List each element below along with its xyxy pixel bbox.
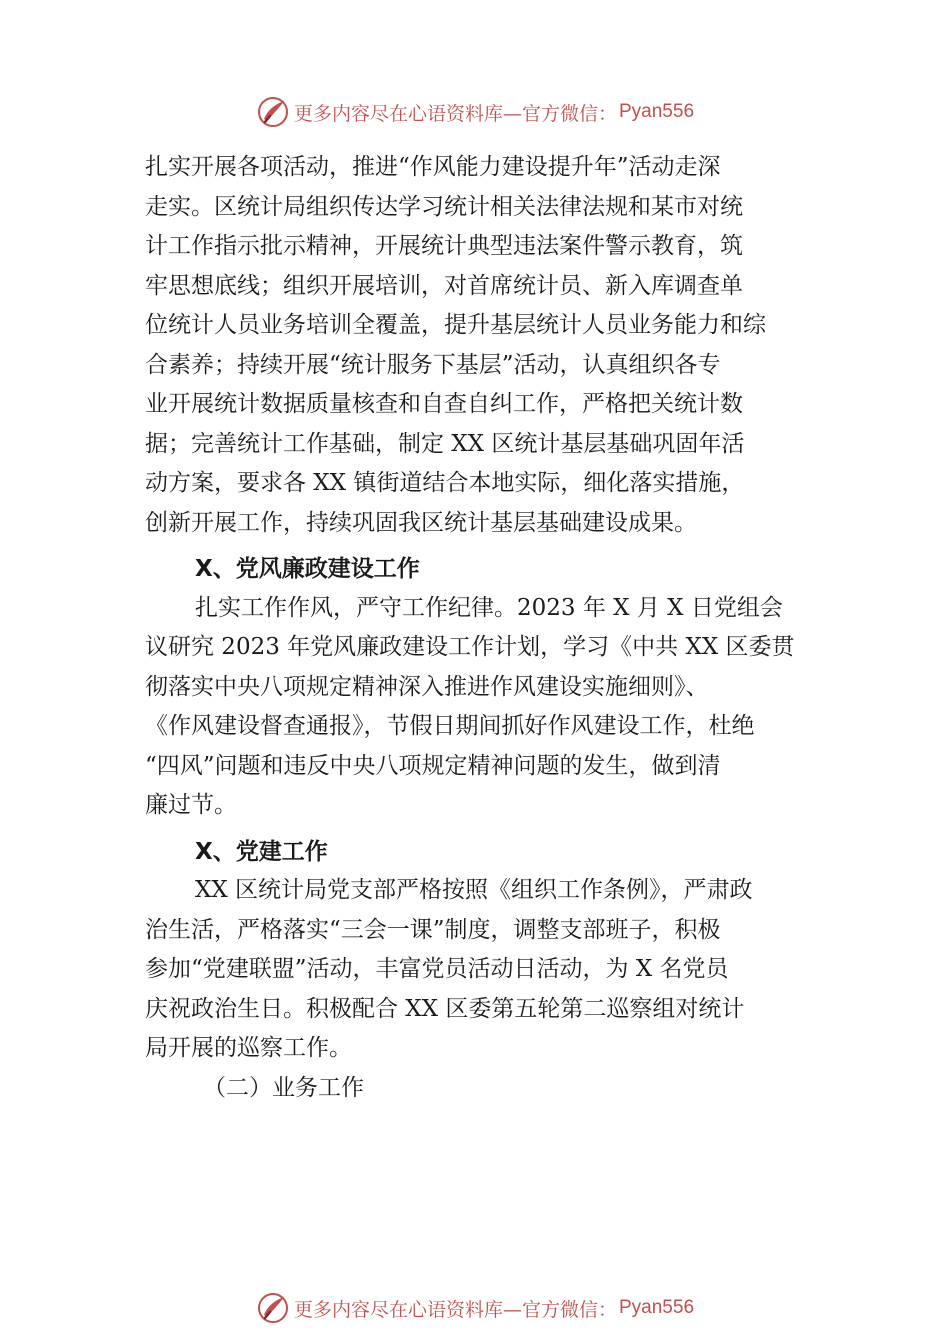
text-line: 动方案，要求各 XX 镇街道结合本地实际，细化落实措施，: [145, 470, 745, 496]
paragraph-party-building: [145, 871, 835, 1069]
section-heading-integrity: X、党风廉政建设工作: [195, 556, 420, 582]
text-line: 庆祝政治生日。积极配合 XX 区委第五轮第二巡察组对统计: [145, 995, 745, 1022]
text-line: 计工作指示批示精神，开展统计典型违法案件警示教育，筑: [145, 233, 743, 259]
brush-logo-icon: [256, 1291, 290, 1325]
text-line: XX 区统计局党支部严格按照《组织工作条例》，严肃政: [195, 877, 753, 903]
text-line: 局开展的巡察工作。: [145, 1035, 352, 1061]
watermark-text: 更多内容尽在心语资料库—官方微信：: [293, 102, 617, 125]
text-line: 创新开展工作，持续巩固我区统计基层基础建设成果。: [145, 509, 697, 536]
text-line: 业开展统计数据质量核查和自查自纠工作，严格把关统计数: [145, 391, 743, 417]
text-line: 廉过节。: [145, 792, 237, 818]
watermark-wechat-id: Pyan556: [619, 1297, 695, 1318]
text-line: 《作风建设督查通报》，节假日期间抓好作风建设工作，杜绝: [145, 713, 755, 739]
watermark-wechat-id: Pyan556: [619, 101, 695, 122]
section-heading-party-building: X、党建工作: [195, 838, 328, 865]
text-line: 参加“党建联盟”活动，丰富党员活动日活动，为 X 名党员: [145, 956, 729, 982]
document-body: [145, 148, 835, 1108]
paragraph-integrity: [145, 589, 835, 826]
text-line: 治生活，严格落实“三会一课”制度，调整支部班子，积极: [145, 916, 721, 943]
footer-watermark: [0, 1288, 950, 1328]
text-line: 走实。区统计局组织传达学习统计相关法律法规和某市对统: [145, 193, 743, 220]
paragraph-activities: [145, 148, 835, 543]
text-line: 牢思想底线；组织开展培训，对首席统计员、新入库调查单: [145, 272, 743, 299]
watermark-text: 更多内容尽在心语资料库—官方微信：: [293, 1298, 617, 1321]
header-watermark: [0, 92, 950, 132]
text-line: 合素养；持续开展“统计服务下基层”活动，认真组织各专: [145, 351, 721, 378]
subsection-heading-business: （二）业务工作: [203, 1074, 364, 1101]
text-line: 彻落实中央八项规定精神深入推进作风建设实施细则》、: [145, 673, 709, 700]
text-line: 扎实开展各项活动，推进“作风能力建设提升年”活动走深: [145, 154, 721, 180]
text-line: 位统计人员业务培训全覆盖，提升基层统计人员业务能力和综: [145, 312, 766, 338]
text-line: 据；完善统计工作基础，制定 XX 区统计基层基础巩固年活: [145, 430, 745, 457]
text-line: 议研究 2023 年党风廉政建设工作计划，学习《中共 XX 区委贯: [145, 634, 795, 660]
brush-logo-icon: [256, 95, 290, 129]
text-line: “四风”问题和违反中央八项规定精神问题的发生，做到清: [145, 752, 721, 779]
text-line: 扎实工作作风，严守工作纪律。2023 年 X 月 X 日党组会: [195, 594, 783, 621]
